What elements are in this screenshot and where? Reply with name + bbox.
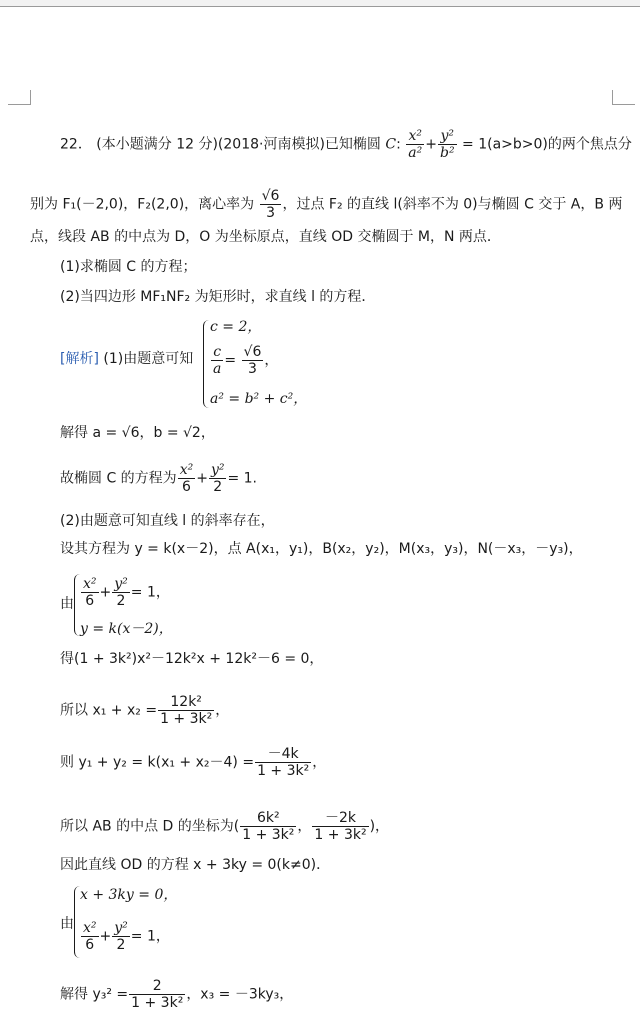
system1-abc: a² = b² + c²， (210, 391, 308, 407)
system-brace-1 (203, 320, 210, 408)
problem-number: 22． (60, 136, 92, 153)
foci-and-eccentricity: F₁(－2,0)，F₂(2,0)，离心率为 (62, 196, 255, 213)
system2-line: y = k(x－2)， (80, 621, 173, 637)
line-l-description: ，过点 F₂ 的直线 l(斜率不为 0)与椭圆 C 交于 A，B 两 (282, 196, 623, 213)
line-od: 因此直线 OD 的方程 x + 3ky = 0(k≠0)． (60, 857, 331, 873)
problem-line-3: 点，线段 AB 的中点为 D，O 为坐标原点，直线 OD 交椭圆于 M，N 两点． (30, 229, 501, 245)
page-corner-mark-right (612, 90, 635, 105)
part2-intro: (2)由题意可知直线 l 的斜率存在， (60, 513, 275, 529)
frac-y2-b2: $\frac{\text{y²}}{\text{b²}}$ (439, 128, 455, 161)
analysis-tag: [解析] (60, 351, 99, 367)
system3-line: x + 3ky = 0， (80, 887, 178, 903)
part1-intro: (1)由题意可知 (103, 351, 194, 367)
solve-a-b: 解得 a = √6，b = √2， (60, 425, 215, 441)
problem-line-2: 别为 F₁(－2,0)，F₂(2,0)，离心率为 $\frac{√6}{3}$ ，过点 F₂ 的直线 l(斜率不为 0)与椭圆 C 交于 A，B 两 (30, 188, 623, 221)
part2-setup: 设其方程为 y = k(x－2)，点 A(x₁，y₁)，B(x₂，y₂)，M(x₃，y₃)，N(－x₃，－y₃)， (60, 541, 583, 557)
frac-x2-a2: $\frac{\text{x²}}{\text{a²}}$ (408, 128, 423, 161)
sum-y: 则 y₁ + y₂ = k(x₁ + x₂－4) = $\frac{-4k}{\text{1 + 3k²}}$ ， (60, 746, 327, 779)
problem-source: (本小题满分 12 分)(2018·河南模拟)已知椭圆 (96, 136, 381, 153)
system3-label: 由 (60, 916, 74, 932)
curve-name: C (385, 136, 397, 153)
window-top-bar (0, 0, 640, 7)
system3-ellipse: $\frac{\text{x²}}{6}$ + $\frac{\text{y²}}{2}$ = 1， (83, 920, 170, 953)
solve-y3: 解得 y₃² = $\frac{2}{\text{1 + 3k²}}$ ，x₃ = －3ky₃， (60, 978, 294, 1011)
quadratic-equation: 得(1 + 3k²)x²－12k²x + 12k²－6 = 0， (60, 651, 324, 667)
frac-sqrt6-3: $\frac{√6}{3}$ (261, 188, 280, 221)
solution-intro-line (60, 350, 193, 368)
system2-ellipse: $\frac{\text{x²}}{6}$ + $\frac{\text{y²}}{2}$ = 1， (83, 576, 170, 609)
page-corner-mark-left (8, 90, 31, 105)
system1-eccentricity: $\frac{c}{a}$ = $\frac{√6}{3}$ ， (213, 344, 279, 377)
system2-label: 由 (60, 596, 74, 612)
problem-line-1: 22． (本小题满分 12 分)(2018·河南模拟)已知椭圆 C: $\frac{\text{x²}}{\text{a²}}$ + $\frac{\text{y²}}{\text{b²}}$ = 1(a>b>0)的两个焦点分 (60, 128, 632, 161)
sum-x: 所以 x₁ + x₂ = $\frac{\text{12k²}}{\text{1 + 3k²}}$ ， (60, 694, 230, 727)
midpoint-d: 所以 AB 的中点 D 的坐标为( $\frac{\text{6k²}}{\text{1 + 3k²}}$ ， $\frac{-2k}{\text{1 + 3k²}}$ )， (60, 810, 390, 843)
question-1: (1)求椭圆 C 的方程； (60, 259, 197, 275)
ellipse-equation: 故椭圆 C 的方程为 $\frac{\text{x²}}{6}$ + $\frac{\text{y²}}{2}$ = 1. (60, 462, 258, 495)
ellipse-condition: = 1(a>b>0)的两个焦点分 (462, 136, 632, 153)
system1-eq-c: c = 2， (210, 319, 262, 335)
question-2: (2)当四边形 MF₁NF₂ 为矩形时，求直线 l 的方程． (60, 289, 376, 305)
